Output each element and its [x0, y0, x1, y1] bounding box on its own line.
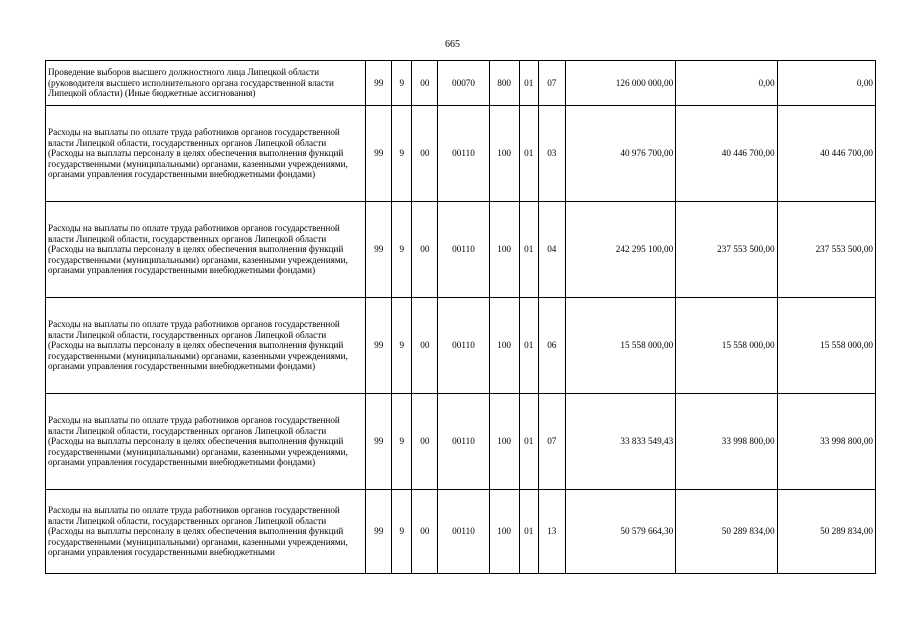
section-code: 01	[519, 106, 538, 202]
subprogram-code: 9	[392, 490, 412, 574]
amount-year-2: 15 558 000,00	[676, 298, 777, 394]
subsection-code: 04	[538, 202, 565, 298]
subsection-code: 07	[538, 61, 565, 106]
amount-year-1: 33 833 549,43	[565, 394, 675, 490]
amount-year-1: 242 295 100,00	[565, 202, 675, 298]
program-code: 99	[366, 61, 392, 106]
main-event-code: 00	[412, 106, 438, 202]
row-description: Проведение выборов высшего должностного лица Липецкой области (руководителя высшего исполнительного органа государственной власти Липецкой области) (Иные бюджетные ассигнования)	[46, 61, 366, 106]
section-code: 01	[519, 61, 538, 106]
amount-year-2: 40 446 700,00	[676, 106, 777, 202]
direction-code: 00110	[438, 106, 489, 202]
amount-year-3: 33 998 800,00	[777, 394, 875, 490]
main-event-code: 00	[412, 61, 438, 106]
row-description: Расходы на выплаты по оплате труда работников органов государственной власти Липецкой области, государственных органов Липецкой области (Расходы на выплаты персоналу в целях обеспечения выполнения функций государственными (муниципальными) органами, казенными учреждениями, органами управления государственными внебюджетными фондами)	[46, 106, 366, 202]
direction-code: 00110	[438, 490, 489, 574]
amount-year-2: 50 289 834,00	[676, 490, 777, 574]
amount-year-3: 40 446 700,00	[777, 106, 875, 202]
direction-code: 00110	[438, 298, 489, 394]
program-code: 99	[366, 106, 392, 202]
amount-year-3: 237 553 500,00	[777, 202, 875, 298]
expense-type-code: 100	[489, 394, 519, 490]
section-code: 01	[519, 202, 538, 298]
row-description: Расходы на выплаты по оплате труда работников органов государственной власти Липецкой области, государственных органов Липецкой области (Расходы на выплаты персоналу в целях обеспечения выполнения функций государственными (муниципальными) органами, казенными учреждениями, органами управления государственными внебюджетными фондами)	[46, 394, 366, 490]
main-event-code: 00	[412, 298, 438, 394]
subsection-code: 03	[538, 106, 565, 202]
budget-table	[45, 60, 876, 574]
amount-year-1: 15 558 000,00	[565, 298, 675, 394]
program-code: 99	[366, 490, 392, 574]
amount-year-1: 40 976 700,00	[565, 106, 675, 202]
main-event-code: 00	[412, 202, 438, 298]
amount-year-2: 0,00	[676, 61, 777, 106]
expense-type-code: 100	[489, 298, 519, 394]
expense-type-code: 100	[489, 490, 519, 574]
expense-type-code: 800	[489, 61, 519, 106]
program-code: 99	[366, 394, 392, 490]
row-description: Расходы на выплаты по оплате труда работников органов государственной власти Липецкой области, государственных органов Липецкой области (Расходы на выплаты персоналу в целях обеспечения выполнения функций государственными (муниципальными) органами, казенными учреждениями, органами управления государственными внебюджетными	[46, 490, 366, 574]
amount-year-1: 50 579 664,30	[565, 490, 675, 574]
subprogram-code: 9	[392, 202, 412, 298]
program-code: 99	[366, 202, 392, 298]
table-row	[46, 298, 876, 394]
subprogram-code: 9	[392, 298, 412, 394]
amount-year-3: 15 558 000,00	[777, 298, 875, 394]
amount-year-2: 33 998 800,00	[676, 394, 777, 490]
amount-year-1: 126 000 000,00	[565, 61, 675, 106]
section-code: 01	[519, 298, 538, 394]
table-row	[46, 61, 876, 106]
table-row	[46, 106, 876, 202]
direction-code: 00110	[438, 394, 489, 490]
subsection-code: 07	[538, 394, 565, 490]
page-number: 665	[445, 39, 460, 50]
main-event-code: 00	[412, 490, 438, 574]
row-description: Расходы на выплаты по оплате труда работников органов государственной власти Липецкой области, государственных органов Липецкой области (Расходы на выплаты персоналу в целях обеспечения выполнения функций государственными (муниципальными) органами, казенными учреждениями, органами управления государственными внебюджетными фондами)	[46, 298, 366, 394]
table-row	[46, 202, 876, 298]
amount-year-2: 237 553 500,00	[676, 202, 777, 298]
direction-code: 00110	[438, 202, 489, 298]
subprogram-code: 9	[392, 106, 412, 202]
section-code: 01	[519, 490, 538, 574]
table-row	[46, 490, 876, 574]
amount-year-3: 0,00	[777, 61, 875, 106]
section-code: 01	[519, 394, 538, 490]
row-description: Расходы на выплаты по оплате труда работников органов государственной власти Липецкой области, государственных органов Липецкой области (Расходы на выплаты персоналу в целях обеспечения выполнения функций государственными (муниципальными) органами, казенными учреждениями, органами управления государственными внебюджетными фондами)	[46, 202, 366, 298]
amount-year-3: 50 289 834,00	[777, 490, 875, 574]
subprogram-code: 9	[392, 394, 412, 490]
direction-code: 00070	[438, 61, 489, 106]
subprogram-code: 9	[392, 61, 412, 106]
program-code: 99	[366, 298, 392, 394]
table-row	[46, 394, 876, 490]
expense-type-code: 100	[489, 202, 519, 298]
main-event-code: 00	[412, 394, 438, 490]
subsection-code: 06	[538, 298, 565, 394]
subsection-code: 13	[538, 490, 565, 574]
expense-type-code: 100	[489, 106, 519, 202]
